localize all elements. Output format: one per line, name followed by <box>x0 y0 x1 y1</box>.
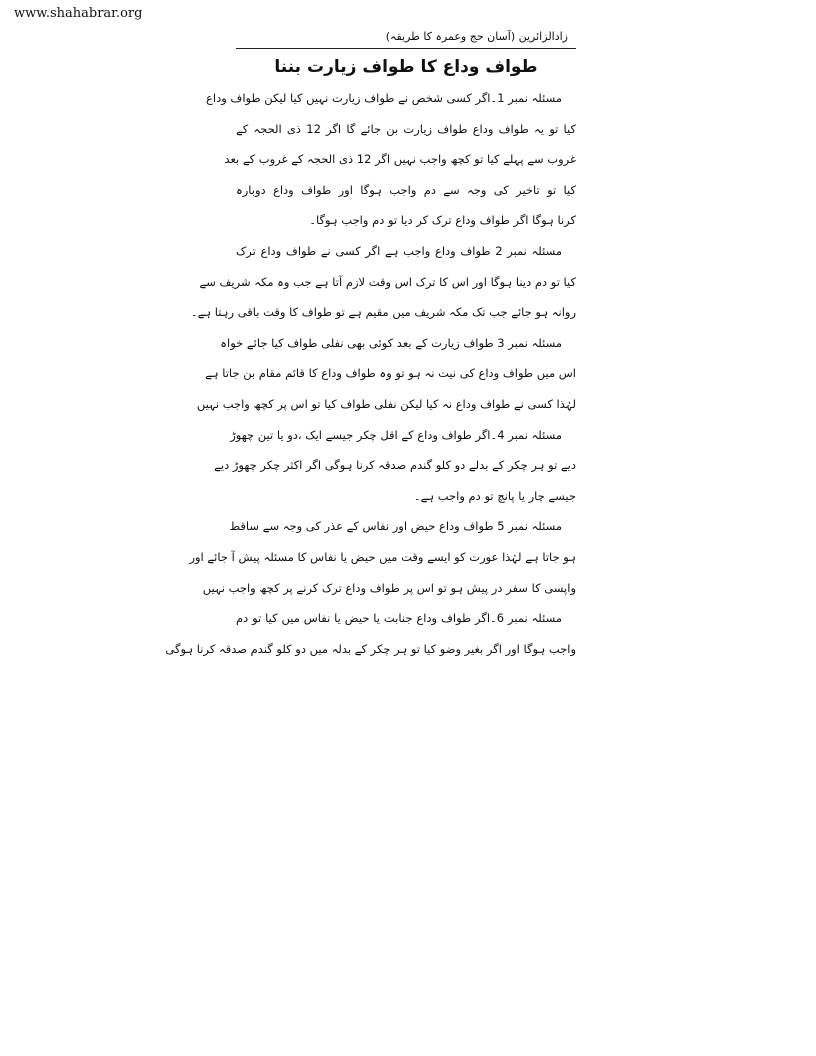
text-line: ہو جاتا ہے لہٰذا عورت کو ایسے وقت میں حیض یا نفاس کا مسئلہ پیش آ جائے اور <box>189 549 576 564</box>
masala-3 <box>196 328 576 420</box>
text-line: مسئلہ نمبر 1۔اگر کسی شخص نے طواف زیارت نہیں کیا لیکن طواف وداع <box>206 91 562 105</box>
text-line: جیسے چار یا پانچ تو دم واجب ہے۔ <box>413 488 576 503</box>
book-page <box>165 26 576 664</box>
running-head: زادالزائرین (آسان حج وعمرہ کا طریقہ) <box>236 26 576 49</box>
masala-2 <box>190 236 576 328</box>
text-line: لہٰذا کسی نے طواف وداع نہ کیا لیکن نفلی طواف کیا تو اس پر کچھ واجب نہیں <box>196 396 576 411</box>
masala-1 <box>206 83 576 236</box>
masala-5 <box>189 511 576 603</box>
text-line: مسئلہ نمبر 3 طواف زیارت کے بعد کوئی بھی نفلی طواف کیا جائے خواہ <box>220 335 562 350</box>
text-line: مسئلہ نمبر 2 طواف وداع واجب ہے اگر کسی نے طواف وداع ترک <box>236 243 562 258</box>
masala-6 <box>165 603 576 664</box>
page-title: طواف وداع کا طواف زیارت بننا <box>274 57 538 77</box>
text-line: روانہ ہو جائے جب تک مکہ شریف میں مقیم ہے تو طواف کا وقت باقی رہتا ہے۔ <box>190 305 576 320</box>
text-line: کیا تو دم دینا ہوگا اور اس کا ترک اس وقت لازم آتا ہے جب وہ مکہ شریف سے <box>199 274 576 289</box>
text-line: مسئلہ نمبر 4۔اگر طواف وداع کے اقل چکر جیسے ایک ،دو یا تین چھوڑ <box>230 427 562 442</box>
text-line: دیے تو ہر چکر کے بدلے دو کلو گندم صدقہ کرنا ہوگی اگر اکثر چکر چھوڑ دیے <box>214 458 576 473</box>
site-watermark: www.shahabrar.org <box>14 6 143 21</box>
text-line: اس میں طواف وداع کی نیت نہ ہو تو وہ طواف وداع کا قائم مقام بن جاتا ہے <box>205 366 576 381</box>
text-line: واپسی کا سفر در پیش ہو تو اس پر طواف وداع ترک کرنے پر کچھ واجب نہیں <box>202 580 576 595</box>
text-line: مسئلہ نمبر 5 طواف وداع حیض اور نفاس کے عذر کی وجہ سے ساقط <box>229 519 562 534</box>
masala-4 <box>214 420 576 512</box>
text-line: کیا تو تاخیر کی وجہ سے دم واجب ہوگا اور طواف وداع دوبارہ <box>236 182 576 197</box>
text-line: واجب ہوگا اور اگر بغیر وضو کیا تو ہر چکر کے بدلہ میں دو کلو گندم صدقہ کرنا ہوگی <box>165 641 576 656</box>
text-line: مسئلہ نمبر 6۔اگر طواف وداع جنابت یا حیض یا نفاس میں کیا تو دم <box>236 611 562 626</box>
text-line: کیا تو یہ طواف وداع طواف زیارت بن جائے گا اگر 12 ذی الحجہ کے <box>236 121 576 136</box>
text-line: غروب سے پہلے کیا تو کچھ واجب نہیں اگر 12 ذی الحجہ کے غروب کے بعد <box>224 152 576 167</box>
text-line: کرنا ہوگا اگر طواف وداع ترک کر دیا تو دم واجب ہوگا۔ <box>309 213 576 228</box>
